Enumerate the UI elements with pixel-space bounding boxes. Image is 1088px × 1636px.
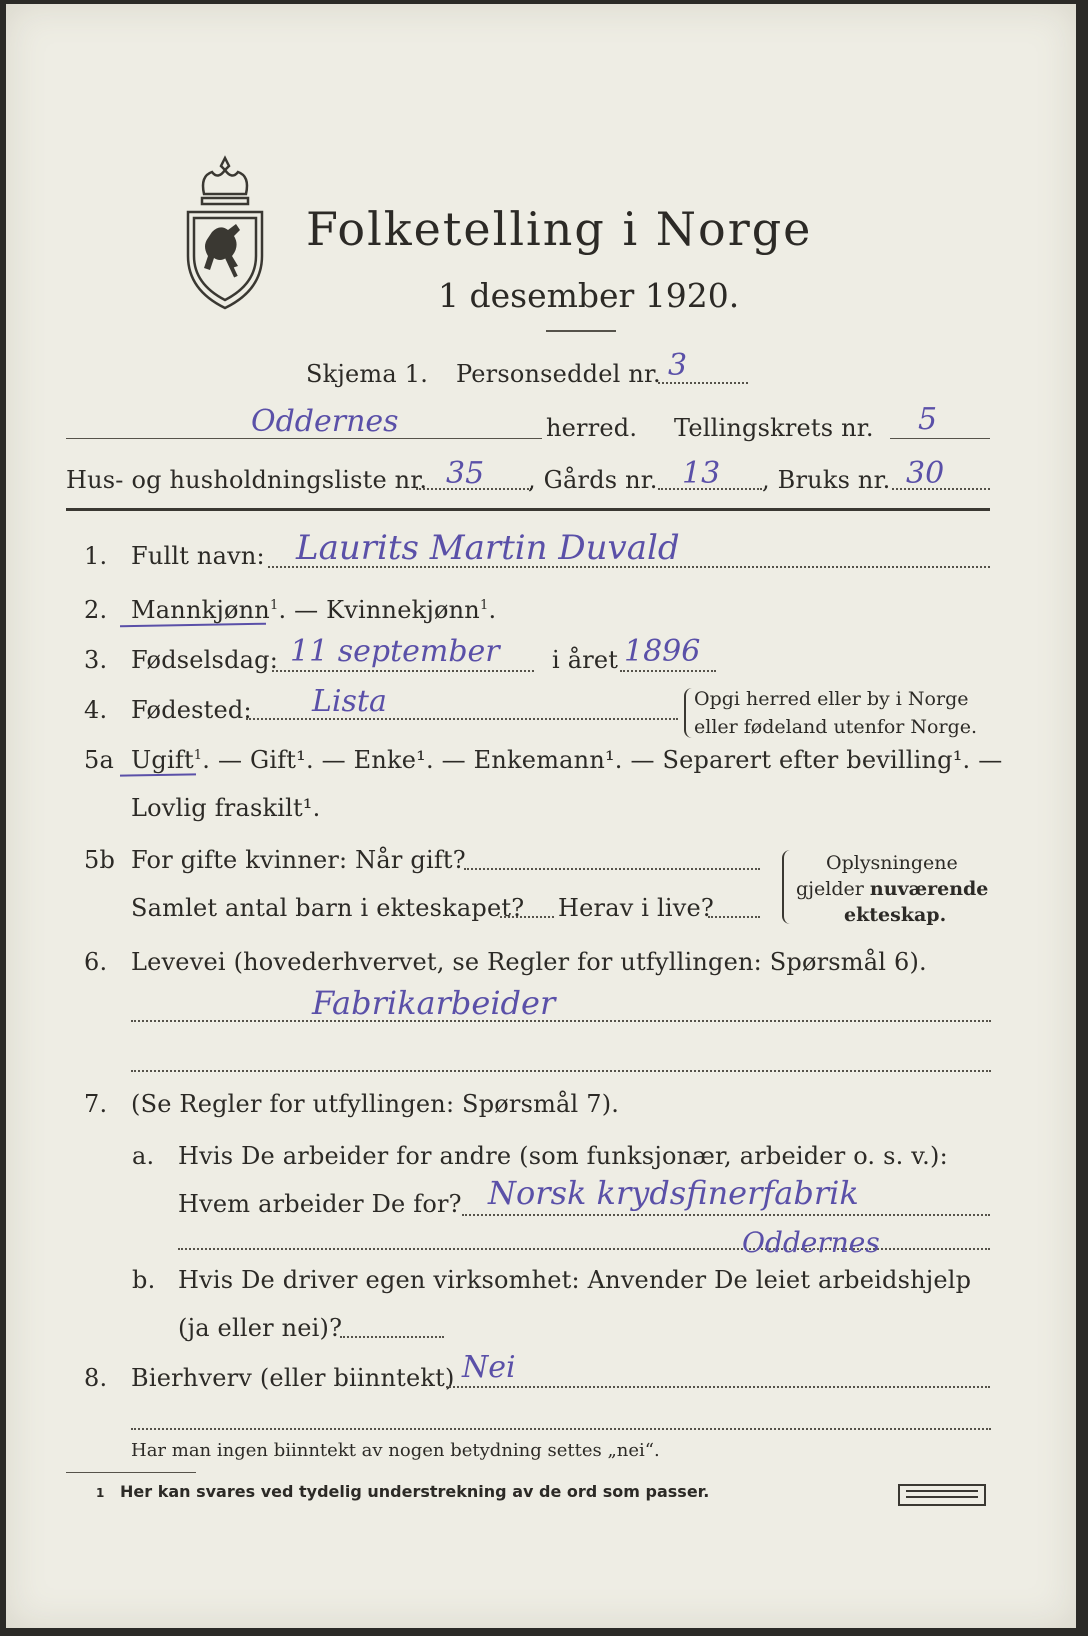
married-date-field[interactable] [464,868,760,870]
birthplace-field[interactable] [246,718,678,720]
birthday-field[interactable] [272,670,534,672]
occupation-field-2[interactable] [131,1070,991,1072]
skjema-label: Skjema 1. [306,360,429,388]
herav-label: Herav i live? [558,894,714,922]
q1-label: Fullt navn: [131,542,265,570]
q7b-line2: (ja eller nei)? [178,1314,343,1342]
q5b-note-brace [782,850,792,924]
q8-number: 8. [84,1364,108,1392]
q6-label: Levevei (hovederhvervet, se Regler for utfyllingen: Spørsmål 6). [131,948,927,976]
birth-year-value: 1896 [624,634,701,669]
q5b-note-line2 [796,878,988,900]
herred-label: herred. [546,414,638,442]
gards-label: , Gårds nr. [528,466,658,494]
printer-stamp-icon [898,1484,986,1506]
q7b-line1: Hvis De driver egen virksomhet: Anvender De leiet arbeidshjelp [178,1266,972,1294]
side-income-field[interactable] [446,1386,990,1388]
q5b-line2: Samlet antal barn i ekteskapet? [131,894,525,922]
birth-year-field[interactable] [620,670,716,672]
side-income-field-2[interactable] [131,1428,991,1430]
gender-options: Mannkjønn$^1$. — Kvinnekjønn$^1$. [131,596,497,624]
footnote-divider [66,1472,196,1473]
gender-female-option[interactable]: Kvinnekjønn [326,596,480,624]
tellingskrets-value: 5 [918,402,938,437]
occupation-field[interactable] [131,1020,991,1022]
employer-value-2: Oddernes [742,1226,880,1259]
gender-separator: . — [278,596,327,624]
q5a-number: 5a [84,746,114,774]
side-income-value: Nei [462,1350,516,1385]
marital-ugift-option[interactable]: Ugift [131,746,194,774]
q3-label: Fødselsdag: [131,646,278,674]
employer-value: Norsk krydsfinerfabrik [488,1174,859,1212]
q4-number: 4. [84,696,108,724]
title-divider [546,330,616,332]
q5b-note-line1: Oplysningene [826,852,958,874]
herred-value: Oddernes [251,404,399,439]
full-name-value: Laurits Martin Duvald [296,528,680,568]
q5b-note-gjelder: gjelder [796,878,870,900]
q5b-number: 5b [84,846,116,874]
q2-number: 2. [84,596,108,624]
q5b-note-nuvaerende: nuværende [869,878,989,900]
q8-label: Bierhverv (eller biinntekt) [131,1364,455,1392]
gender-end: . [488,596,497,624]
occupation-value: Fabrikarbeider [312,984,556,1022]
q1-number: 1. [84,542,108,570]
personseddel-label: Personseddel nr. [456,360,661,388]
employer-field[interactable] [462,1214,990,1216]
q7b-letter: b. [132,1266,156,1294]
ugift-underline-mark [120,773,196,776]
footnote-text: Her kan svares ved tydelig understrekning av de ord som passer. [120,1482,710,1501]
children-alive-field[interactable] [708,916,760,918]
marital-other-options[interactable]: . — Gift¹. — Enke¹. — Enkemann¹. — Separert efter bevilling¹. — [202,746,1003,774]
birthday-value: 11 september [290,634,500,669]
husliste-value: 35 [446,456,485,491]
q4-label: Fødested: [131,696,252,724]
q7-label: (Se Regler for utfyllingen: Spørsmål 7). [131,1090,620,1118]
birth-year-label: i året [552,646,619,674]
husliste-label: Hus- og husholdningsliste nr. [66,466,428,494]
q7-number: 7. [84,1090,108,1118]
footnote-mark: 1 [96,1486,105,1500]
q5b-note-line3: ekteskap. [844,904,947,926]
birthplace-note-brace [684,688,694,738]
children-count-field[interactable] [500,916,554,918]
q6-number: 6. [84,948,108,976]
tellingskrets-field[interactable] [890,438,990,439]
q7a-line1: Hvis De arbeider for andre (som funksjonær, arbeider o. s. v.): [178,1142,948,1170]
gards-value: 13 [682,456,721,491]
birthplace-value: Lista [312,684,387,719]
bruks-value: 30 [906,456,945,491]
section-divider [66,508,990,511]
footer-note: Har man ingen biinntekt av nogen betydning settes „nei“. [131,1440,660,1461]
census-date: 1 desember 1920. [438,276,740,315]
personseddel-value: 3 [668,348,688,383]
tellingskrets-label: Tellingskrets nr. [674,414,874,442]
marital-status-options: Ugift$^1$. — Gift¹. — Enke¹. — Enkemann¹. — Separert efter bevilling¹. — [131,746,1003,774]
gender-male-option[interactable]: Mannkjønn [131,596,270,624]
q5b-line1: For gifte kvinner: Når gift? [131,846,466,874]
hired-help-field[interactable] [340,1336,444,1338]
norwegian-coat-of-arms-icon [182,154,268,314]
form-title: Folketelling i Norge [306,202,813,256]
bruks-label: , Bruks nr. [762,466,891,494]
birthplace-note-line1: Opgi herred eller by i Norge [694,688,969,710]
marital-fraskilt-option[interactable]: Lovlig fraskilt¹. [131,794,321,822]
q3-number: 3. [84,646,108,674]
census-form-sheet [6,4,1076,1628]
birthplace-note-line2: eller fødeland utenfor Norge. [694,716,978,738]
q7a-letter: a. [132,1142,155,1170]
q7a-line2: Hvem arbeider De for? [178,1190,462,1218]
